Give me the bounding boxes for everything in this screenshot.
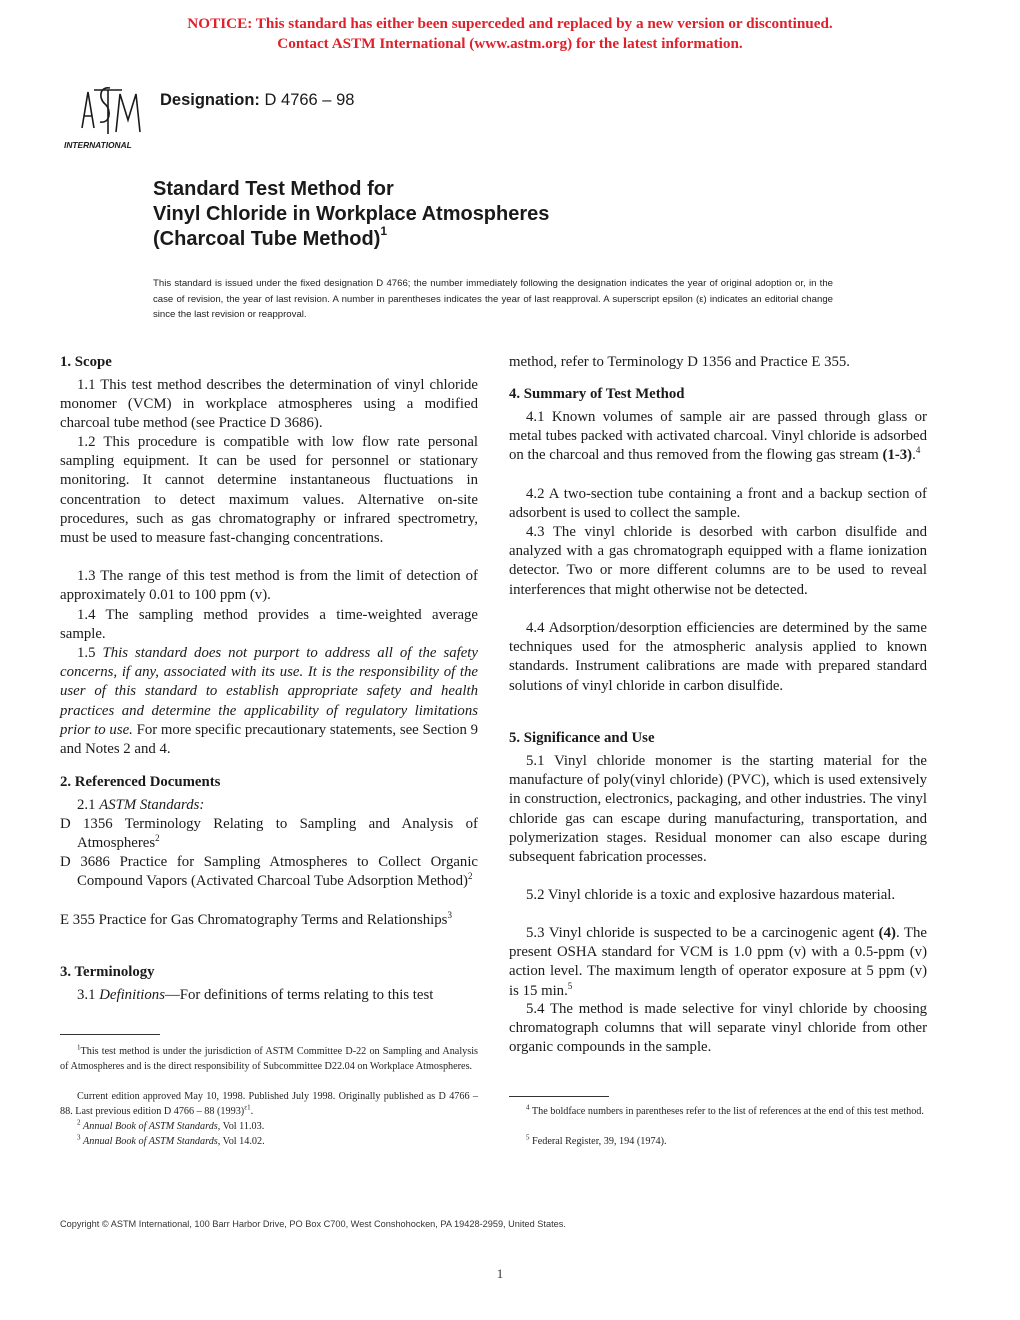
title-footnote-mark: 1 (380, 224, 388, 239)
para-1-2: 1.2 This procedure is compatible with low flow rate personal sampling equipment. It can be used for personnel or stationary monitoring. It cannot determine instantaneous fluctuations in concentration to detect maximum values. Alternative on-site procedures, such as gas chromatography or infrared spectrometry, must be used to measure fast-changing concentrations. (60, 434, 478, 547)
notice-banner (0, 14, 1020, 54)
designation-value: D 4766 – 98 (264, 91, 355, 109)
para-4-2: 4.2 A two-section tube containing a front and a backup section of adsorbent is used to collect the sample. (509, 486, 927, 522)
page-number: 1 (496, 1266, 504, 1281)
para-5-3-text: 5.3 Vinyl chloride is suspected to be a carcinogenic agent (526, 925, 875, 941)
document-title (153, 177, 913, 252)
footnote-3-mark: 3 (77, 1133, 81, 1142)
footnote-1-end: . (250, 1106, 254, 1117)
footnote-2 (60, 1119, 478, 1134)
title-line-3: (Charcoal Tube Method) (153, 228, 381, 250)
reference-e355 (60, 911, 478, 930)
para-4-1-fn: 4 (915, 445, 921, 456)
para-3-1-rest: —For definitions of terms relating to this test (164, 987, 434, 1003)
para-2-1 (60, 796, 478, 815)
footnote-2-rest: , Vol 11.03. (217, 1121, 265, 1132)
para-3-1-continued: method, refer to Terminology D 1356 and Practice E 355. (509, 354, 850, 370)
footnote-2-mark: 2 (77, 1118, 81, 1127)
para-5-3-rest: . The present OSHA standard for VCM is 1.0 ppm (v) with a 0.5-ppm (v) action level. The maximum length of operator exposure at 5 ppm (v) is 15 min. (509, 925, 927, 999)
para-5-3-citation: (4) (878, 925, 896, 941)
footnote-1-mark: 1 (77, 1043, 81, 1052)
notice-line-1: NOTICE: This standard has either been superceded and replaced by a new version or discontinued. (187, 15, 833, 32)
para-5-3 (509, 924, 927, 1001)
para-1-5-num: 1.5 (77, 645, 96, 661)
notice-line-2: Contact ASTM International (www.astm.org) for the latest information. (277, 35, 743, 52)
designation (160, 91, 354, 110)
reference-d1356-text: D 1356 Terminology Relating to Sampling and Analysis of Atmospheres (60, 816, 478, 852)
footnote-4-mark: 4 (526, 1103, 530, 1112)
footnote-2-italic: Annual Book of ASTM Standards (83, 1121, 218, 1132)
para-3-1-italic: Definitions (99, 987, 165, 1003)
footnote-3 (60, 1134, 478, 1149)
para-1-5-italic: This standard does not purport to address all of the safety concerns, if any, associated with its use. It is the responsibility of the user of this standard to establish appropriate safety and health practices and determine the applicability of regulatory limitations prior to use. (60, 645, 478, 738)
para-2-1-num: 2.1 (77, 797, 96, 813)
para-3-1 (60, 986, 478, 1005)
designation-label: Designation: (160, 91, 260, 109)
para-1-4: 1.4 The sampling method provides a time-weighted average sample. (60, 607, 478, 643)
section-5-heading: 5. Significance and Use (509, 730, 655, 746)
title-line-1: Standard Test Method for (153, 178, 394, 200)
para-2-1-italic: ASTM Standards: (99, 797, 205, 813)
reference-e355-text: E 355 Practice for Gas Chromatography Terms and Relationships (60, 912, 448, 928)
section-1-heading: 1. Scope (60, 354, 112, 370)
para-1-3: 1.3 The range of this test method is from the limit of detection of approximately 0.01 to 100 ppm (v). (60, 568, 478, 604)
logo-caption: INTERNATIONAL (64, 140, 132, 150)
astm-logo-icon (60, 78, 144, 152)
para-5-1: 5.1 Vinyl chloride monomer is the starting material for the manufacture of poly(vinyl chloride) (PVC), which is used extensively in construction, electronics, packaging, and other industries. The vinyl chloride gas can escape during manufacturing, transportation, and polymerization stages. Residual monomer can also escape during subsequent fabrication processes. (509, 753, 927, 866)
para-1-1: 1.1 This test method describes the determination of vinyl chloride monomer (VCM) in workplace atmospheres using a modified charcoal tube method (see Practice D 3686). (60, 377, 478, 432)
footnote-rule-left (60, 1034, 160, 1035)
reference-d3686-fn: 2 (468, 871, 473, 882)
copyright-line: Copyright © ASTM International, 100 Barr Harbor Drive, PO Box C700, West Conshohocken, PA 19428-2959, United States. (60, 1219, 566, 1229)
footnote-5-text: Federal Register, 39, 194 (1974). (532, 1136, 667, 1147)
footnote-4-text: The boldface numbers in parentheses refer to the list of references at the end of this test method. (531, 1106, 924, 1117)
para-1-5 (60, 644, 478, 759)
footnote-1-epsilon: ε1 (244, 1103, 251, 1112)
para-5-2: 5.2 Vinyl chloride is a toxic and explosive hazardous material. (526, 887, 896, 903)
para-3-1-num: 3.1 (77, 987, 96, 1003)
section-3-heading: 3. Terminology (60, 964, 155, 980)
para-4-1-citation: (1-3) (882, 447, 913, 464)
footnote-3-italic: Annual Book of ASTM Standards (83, 1136, 218, 1147)
footnote-1-edition (60, 1089, 478, 1119)
title-line-2: Vinyl Chloride in Workplace Atmospheres (153, 203, 550, 225)
issued-note: This standard is issued under the fixed designation D 4766; the number immediately following the designation indicates the year of original adoption or, in the case of revision, the year of last revision. A number in parentheses indicates the year of last reapproval. A superscript epsilon (ε) indicates an editorial change since the last revision or reapproval. (153, 278, 833, 320)
para-4-1-text: 4.1 Known volumes of sample air are passed through glass or metal tubes packed with activated charcoal. Vinyl chloride is adsorbed on the charcoal and thus removed from the flowing gas stream (509, 409, 927, 464)
footnote-4 (509, 1104, 927, 1119)
astm-international-logo (60, 78, 144, 152)
reference-d3686-text: D 3686 Practice for Sampling Atmospheres to Collect Organic Compound Vapors (Activated Charcoal Tube Adsorption Method) (60, 854, 478, 890)
footnote-1-edition-text: Current edition approved May 10, 1998. Published July 1998. Originally published as D 4766 – 88. Last previous edition D 4766 – 88 (1993) (60, 1091, 478, 1117)
para-1-5-rest: For more specific precautionary statements, see Section 9 and Notes 2 and 4. (60, 721, 478, 758)
para-4-1 (509, 408, 927, 466)
reference-d1356-fn: 2 (155, 833, 160, 844)
para-4-4: 4.4 Adsorption/desorption efficiencies are determined by the same techniques used for the atmospheric analysis applied to known standards. Instrument calibrations are made with prepared standard solutions of vinyl chloride in carbon disulfide. (509, 620, 927, 694)
footnote-1-text: This test method is under the jurisdiction of ASTM Committee D-22 on Sampling and Analysis of Atmospheres and is the direct responsibility of Subcommittee D22.04 on Workplace Atmospheres. (60, 1046, 478, 1072)
reference-e355-fn: 3 (447, 910, 452, 921)
footnote-1 (60, 1044, 478, 1074)
para-4-1-end: . (912, 447, 916, 464)
para-5-3-fn: 5 (567, 980, 573, 991)
section-4-heading: 4. Summary of Test Method (509, 386, 685, 402)
footnote-5-mark: 5 (526, 1133, 530, 1142)
footnote-rule-right (509, 1096, 609, 1097)
section-2-heading: 2. Referenced Documents (60, 774, 221, 790)
para-5-4: 5.4 The method is made selective for vinyl chloride by choosing chromatograph columns that will separate vinyl chloride from other organic compounds in the sample. (509, 1001, 927, 1056)
footnote-5 (509, 1134, 927, 1149)
reference-d1356 (60, 815, 478, 853)
footnote-3-rest: , Vol 14.02. (217, 1136, 265, 1147)
reference-d3686 (60, 853, 478, 891)
para-4-3: 4.3 The vinyl chloride is desorbed with carbon disulfide and analyzed with a gas chromatograph equipped with a flame ionization detector. Two or more different columns are to be used to reveal interferences that might otherwise not be detected. (509, 524, 927, 598)
